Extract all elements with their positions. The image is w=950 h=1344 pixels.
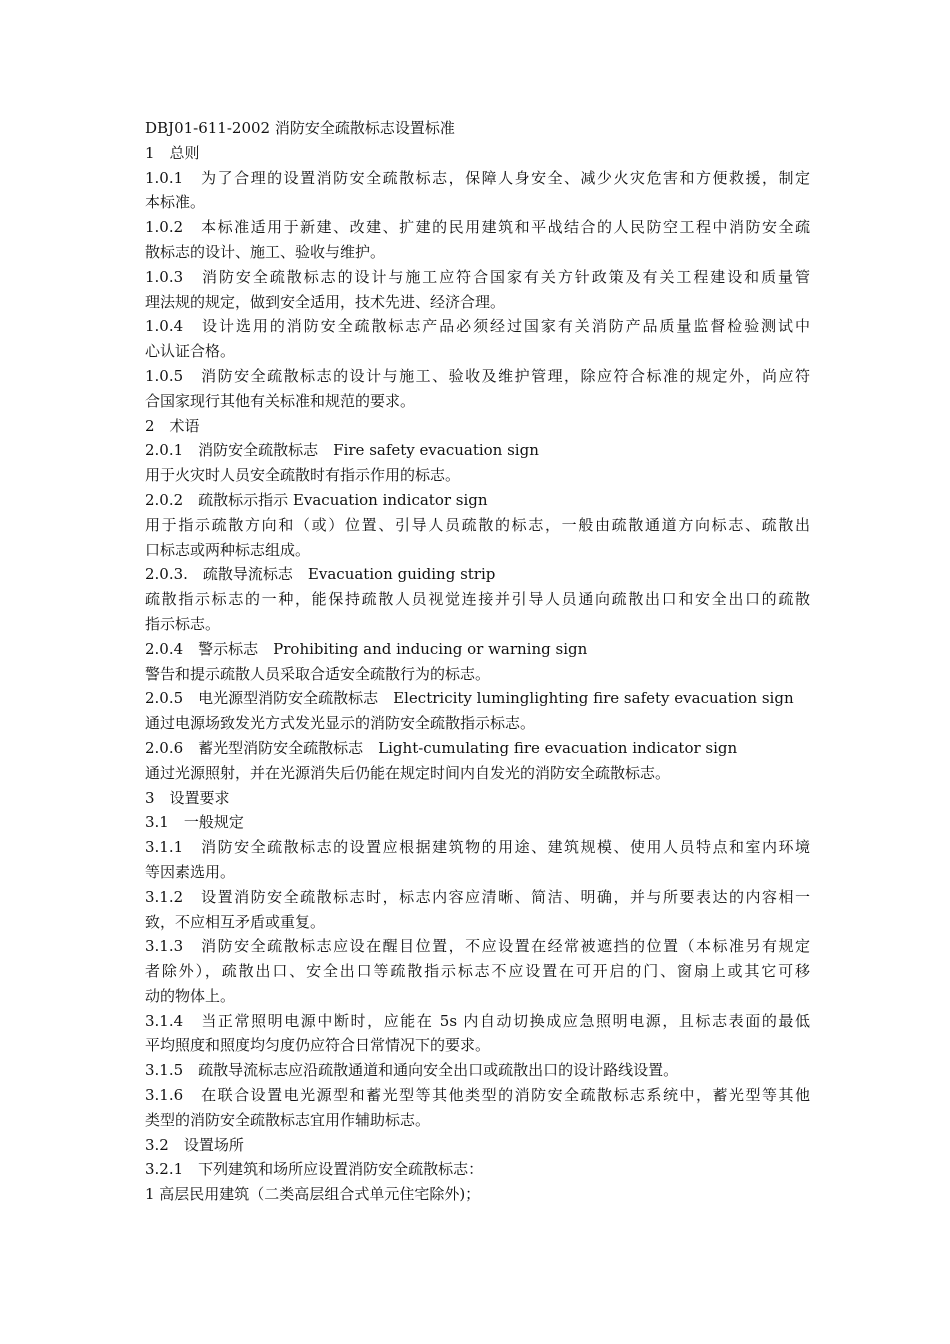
term-heading: 2.0.2 疏散标示指示 Evacuation indicator sign xyxy=(145,490,488,509)
term-heading: 2.0.3. 疏散导流标志 Evacuation guiding strip xyxy=(145,565,496,584)
paragraph-line: 1.0.1 为了合理的设置消防安全疏散标志，保障人身安全、减少火灾危害和方便救援，制定 xyxy=(145,168,810,187)
subsection-heading: 3.1 一般规定 xyxy=(145,813,244,832)
term-heading: 2.0.5 电光源型消防安全疏散标志 Electricity luminglighting fire safety evacuation sign xyxy=(145,689,794,708)
paragraph-line: 理法规的规定，做到安全适用，技术先进、经济合理。 xyxy=(145,292,506,311)
paragraph-line: 合国家现行其他有关标准和规范的要求。 xyxy=(145,391,416,410)
paragraph-line: 3.1.6 在联合设置电光源型和蓄光型等其他类型的消防安全疏散标志系统中，蓄光型等其他 xyxy=(145,1086,810,1105)
paragraph-line: 口标志或两种标志组成。 xyxy=(145,540,311,559)
paragraph-line: 者除外），疏散出口、安全出口等疏散指示标志不应设置在可开启的门、窗扇上或其它可移 xyxy=(145,962,810,981)
paragraph-line: 3.1.1 消防安全疏散标志的设置应根据建筑物的用途、建筑规模、使用人员特点和室内环境 xyxy=(145,838,810,857)
paragraph-line: 1.0.2 本标准适用于新建、改建、扩建的民用建筑和平战结合的人民防空工程中消防安全疏 xyxy=(145,218,810,237)
list-item: 1 高层民用建筑（二类高层组合式单元住宅除外)； xyxy=(145,1185,481,1204)
section-heading: 1 总则 xyxy=(145,143,200,162)
paragraph-line: 1.0.5 消防安全疏散标志的设计与施工、验收及维护管理，除应符合标准的规定外，尚应符 xyxy=(145,366,810,385)
paragraph-line: 1.0.4 设计选用的消防安全疏散标志产品必须经过国家有关消防产品质量监督检验测试中 xyxy=(145,317,810,336)
section-heading: 2 术语 xyxy=(145,416,200,435)
paragraph-line: 通过电源场致发光方式发光显示的消防安全疏散指示标志。 xyxy=(145,714,536,733)
paragraph-line: 3.1.4 当正常照明电源中断时，应能在 5s 内自动切换成应急照明电源，且标志表面的最低 xyxy=(145,1011,810,1030)
paragraph-line: 3.1.5 疏散导流标志应沿疏散通道和通向安全出口或疏散出口的设计路线设置。 xyxy=(145,1061,679,1080)
paragraph-line: 本标准。 xyxy=(145,193,206,212)
paragraph-line: 3.2.1 下列建筑和场所应设置消防安全疏散标志： xyxy=(145,1160,484,1179)
paragraph-line: 心认证合格。 xyxy=(145,342,236,361)
paragraph-line: 致，不应相互矛盾或重复。 xyxy=(145,912,326,931)
paragraph-line: 等因素选用。 xyxy=(145,862,236,881)
paragraph-line: 疏散指示标志的一种，能保持疏散人员视觉连接并引导人员通向疏散出口和安全出口的疏散 xyxy=(145,590,810,609)
term-heading: 2.0.6 蓄光型消防安全疏散标志 Light-cumulating fire evacuation indicator sign xyxy=(145,738,738,757)
term-heading: 2.0.4 警示标志 Prohibiting and inducing or warning sign xyxy=(145,639,588,658)
paragraph-line: 通过光源照射，并在光源消失后仍能在规定时间内自发光的消防安全疏散标志。 xyxy=(145,763,671,782)
term-heading: 2.0.1 消防安全疏散标志 Fire safety evacuation sign xyxy=(145,441,539,460)
doc-title: DBJ01-611-2002 消防安全疏散标志设置标准 xyxy=(145,119,455,137)
paragraph-line: 指示标志。 xyxy=(145,614,221,633)
paragraph-line: 类型的消防安全疏散标志宜用作辅助标志。 xyxy=(145,1110,431,1129)
paragraph-line: 用于火灾时人员安全疏散时有指示作用的标志。 xyxy=(145,466,461,485)
subsection-heading: 3.2 设置场所 xyxy=(145,1135,244,1154)
paragraph-line: 3.1.3 消防安全疏散标志应设在醒目位置，不应设置在经常被遮挡的位置（本标准另有规定 xyxy=(145,937,810,956)
section-heading: 3 设置要求 xyxy=(145,788,230,807)
paragraph-line: 用于指示疏散方向和（或）位置、引导人员疏散的标志，一般由疏散通道方向标志、疏散出 xyxy=(145,515,810,534)
paragraph-line: 1.0.3 消防安全疏散标志的设计与施工应符合国家有关方针政策及有关工程建设和质量管 xyxy=(145,267,810,286)
paragraph-line: 警告和提示疏散人员采取合适安全疏散行为的标志。 xyxy=(145,664,491,683)
paragraph-line: 散标志的设计、施工、验收与维护。 xyxy=(145,242,386,261)
paragraph-line: 3.1.2 设置消防安全疏散标志时，标志内容应清晰、简洁、明确，并与所要表达的内容相一 xyxy=(145,887,810,906)
document-body xyxy=(145,116,810,1207)
paragraph-line: 动的物体上。 xyxy=(145,986,236,1005)
paragraph-line: 平均照度和照度均匀度仍应符合日常情况下的要求。 xyxy=(145,1036,491,1055)
